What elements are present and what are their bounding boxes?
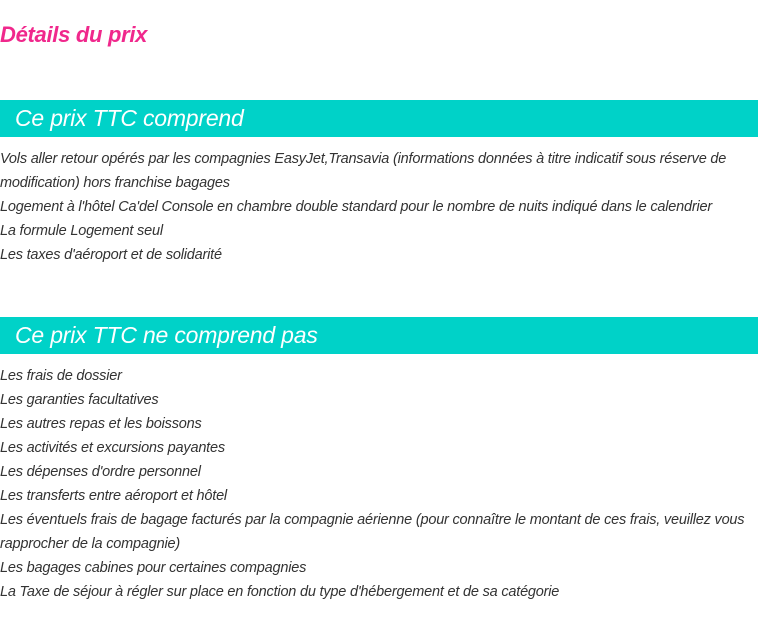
list-item: Les frais de dossier (0, 368, 122, 384)
list-item: La formule Logement seul (0, 223, 163, 239)
list-item: Vols aller retour opérés par les compagnies EasyJet,Transavia (informations données à titre indicatif sous réserve de modification) hors franchise bagages (0, 151, 727, 191)
list-item: La Taxe de séjour à régler sur place en fonction du type d'hébergement et de sa catégorie (0, 584, 560, 600)
list-item: Les bagages cabines pour certaines compagnies (0, 560, 307, 576)
list-item: Les éventuels frais de bagage facturés par la compagnie aérienne (pour connaître le montant de ces frais, veuillez vous rapprocher de la compagnie) (0, 512, 745, 552)
includes-section-header (0, 100, 758, 137)
page-title: Détails du prix (0, 22, 148, 47)
list-item: Les transferts entre aéroport et hôtel (0, 488, 227, 504)
list-item: Les autres repas et les boissons (0, 416, 202, 432)
list-item: Les dépenses d'ordre personnel (0, 464, 201, 480)
excludes-section-header (0, 317, 758, 354)
list-item: Les activités et excursions payantes (0, 440, 225, 456)
list-item: Les garanties facultatives (0, 392, 159, 408)
excludes-list (0, 364, 758, 604)
list-item: Logement à l'hôtel Ca'del Console en chambre double standard pour le nombre de nuits indiqué dans le calendrier (0, 199, 713, 215)
includes-list (0, 147, 758, 267)
excludes-heading: Ce prix TTC ne comprend pas (15, 322, 318, 348)
list-item: Les taxes d'aéroport et de solidarité (0, 247, 222, 263)
includes-heading: Ce prix TTC comprend (15, 105, 244, 131)
